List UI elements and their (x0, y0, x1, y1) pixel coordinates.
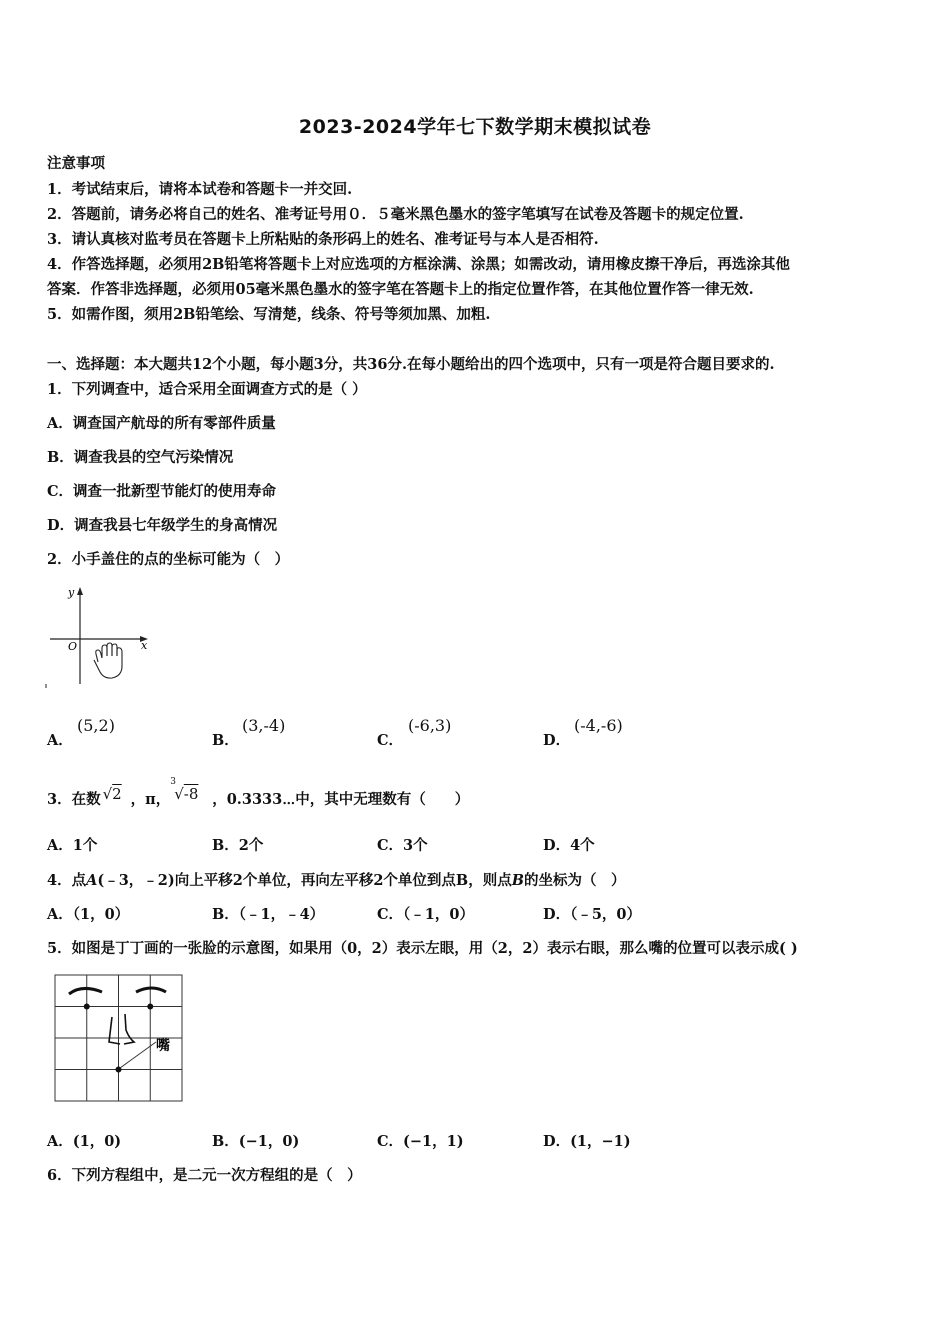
question-2-option-b-letter: B． (212, 732, 239, 749)
question-2-option-b-value: (3,‑4) (242, 716, 286, 735)
question-1-option-d: D．调查我县七年级学生的身高情况 (47, 517, 278, 534)
notice-item: 答案．作答非选择题，必须用05毫米黑色墨水的签字笔在答题卡上的指定位置作答，在其他位置作答一律无效. (47, 281, 754, 298)
page-title: 2023-2024学年七下数学期末模拟试卷 (298, 116, 652, 138)
question-4-option-c: C．（﹣1，0） (377, 906, 474, 923)
origin-label: O (68, 640, 78, 653)
question-1-option-a: A．调查国产航母的所有零部件质量 (47, 415, 276, 432)
notice-item: 3．请认真核对监考员在答题卡上所粘贴的条形码上的姓名、准考证号与本人是否相符. (47, 231, 599, 248)
question-2-option-d-value: (‑4,‑6) (574, 716, 623, 735)
question-2-option-d-letter: D． (543, 732, 571, 749)
coordinate-axes-figure (44, 584, 154, 694)
notice-item: 4．作答选择题，必须用2B铅笔将答题卡上对应选项的方框涂满、涂黑；如需改动，请用橡皮擦干净后，再选涂其他 (47, 256, 790, 273)
question-4-stem (47, 869, 625, 890)
left-eye-point (84, 1004, 90, 1010)
question-3-option-c: C．3个 (377, 837, 428, 854)
y-axis-label: y (68, 586, 75, 599)
point-b-label: B (511, 872, 524, 889)
right-eye-point (147, 1004, 153, 1010)
sqrt-expression: √2 (102, 785, 122, 803)
question-3-suffix: ，0.3333⋯中，其中无理数有（ ） (212, 791, 470, 808)
question-6-stem: 6．下列方程组中，是二元一次方程组的是（ ） (47, 1167, 362, 1184)
left-eyebrow (69, 988, 102, 994)
question-4-part-3: 的坐标为（ ） (523, 872, 626, 889)
question-5-option-a: A．(1，0) (47, 1133, 122, 1150)
cube-root-index: 3 (170, 777, 176, 787)
question-3-option-a: A．1个 (47, 837, 98, 854)
x-axis-label: x (141, 639, 148, 652)
notice-item: 1．考试结束后，请将本试卷和答题卡一并交回. (47, 181, 353, 198)
y-axis-arrow (77, 587, 83, 595)
question-2-option-a-value: (5,2) (77, 716, 115, 735)
cube-root-argument: ‑8 (183, 785, 199, 803)
nose-right (124, 1014, 134, 1044)
question-3-middle: ，π， (130, 791, 171, 808)
question-4-part-2: (﹣3，﹣2)向上平移2个单位，再向左平移2个单位到点B，则点 (97, 872, 512, 889)
point-a-label: A (86, 872, 98, 889)
section-heading: 一、选择题：本大题共12个小题，每小题3分，共36分.在每小题给出的四个选项中，只有一项是符合题目要求的. (47, 356, 775, 373)
mouth-label: 嘴 (156, 1038, 170, 1054)
question-3-option-b: B．2个 (212, 837, 264, 854)
question-5-option-c: C．(−1，1) (377, 1133, 464, 1150)
question-1-stem: 1．下列调查中，适合采用全面调查方式的是（ ） (47, 381, 367, 398)
notice-item: 2．答题前，请务必将自己的姓名、准考证号用０．５毫米黑色墨水的签字笔填写在试卷及答题卡的规定位置. (47, 206, 744, 223)
hand-icon (94, 643, 122, 678)
question-4-part-1: 4．点 (47, 872, 87, 889)
question-2-option-c-letter: C． (377, 732, 404, 749)
notice-heading: 注意事项 (47, 155, 105, 172)
sqrt-argument: 2 (112, 785, 122, 803)
question-5-stem: 5．如图是丁丁画的一张脸的示意图，如果用（0，2）表示左眼，用（2，2）表示右眼，那么嘴的位置可以表示成( ) (47, 940, 798, 957)
question-4-option-b: B．（﹣1，﹣4） (212, 906, 325, 923)
question-2-option-c-value: (‑6,3) (408, 716, 452, 735)
question-3-prefix: 3．在数 (47, 791, 101, 808)
question-5-option-b: B．(−1，0) (212, 1133, 300, 1150)
question-4-option-d: D．（﹣5，0） (543, 906, 642, 923)
face-grid-figure (52, 972, 186, 1104)
question-3-stem (47, 777, 470, 809)
right-eyebrow (136, 988, 166, 992)
question-1-option-b: B．调查我县的空气污染情况 (47, 449, 234, 466)
question-2-stem: 2．小手盖住的点的坐标可能为（ ） (47, 551, 290, 568)
cube-root-expression: 3 √‑8 (170, 777, 199, 803)
question-4-option-a: A．（1，0） (47, 906, 130, 923)
notice-item: 5．如需作图，须用2B铅笔绘、写清楚，线条、符号等须加黑、加粗. (47, 306, 491, 323)
question-1-option-c: C．调查一批新型节能灯的使用寿命 (47, 483, 277, 500)
question-5-option-d: D．(1，−1) (543, 1133, 631, 1150)
question-3-option-d: D．4个 (543, 837, 595, 854)
question-2-option-a-letter: A． (47, 732, 73, 749)
